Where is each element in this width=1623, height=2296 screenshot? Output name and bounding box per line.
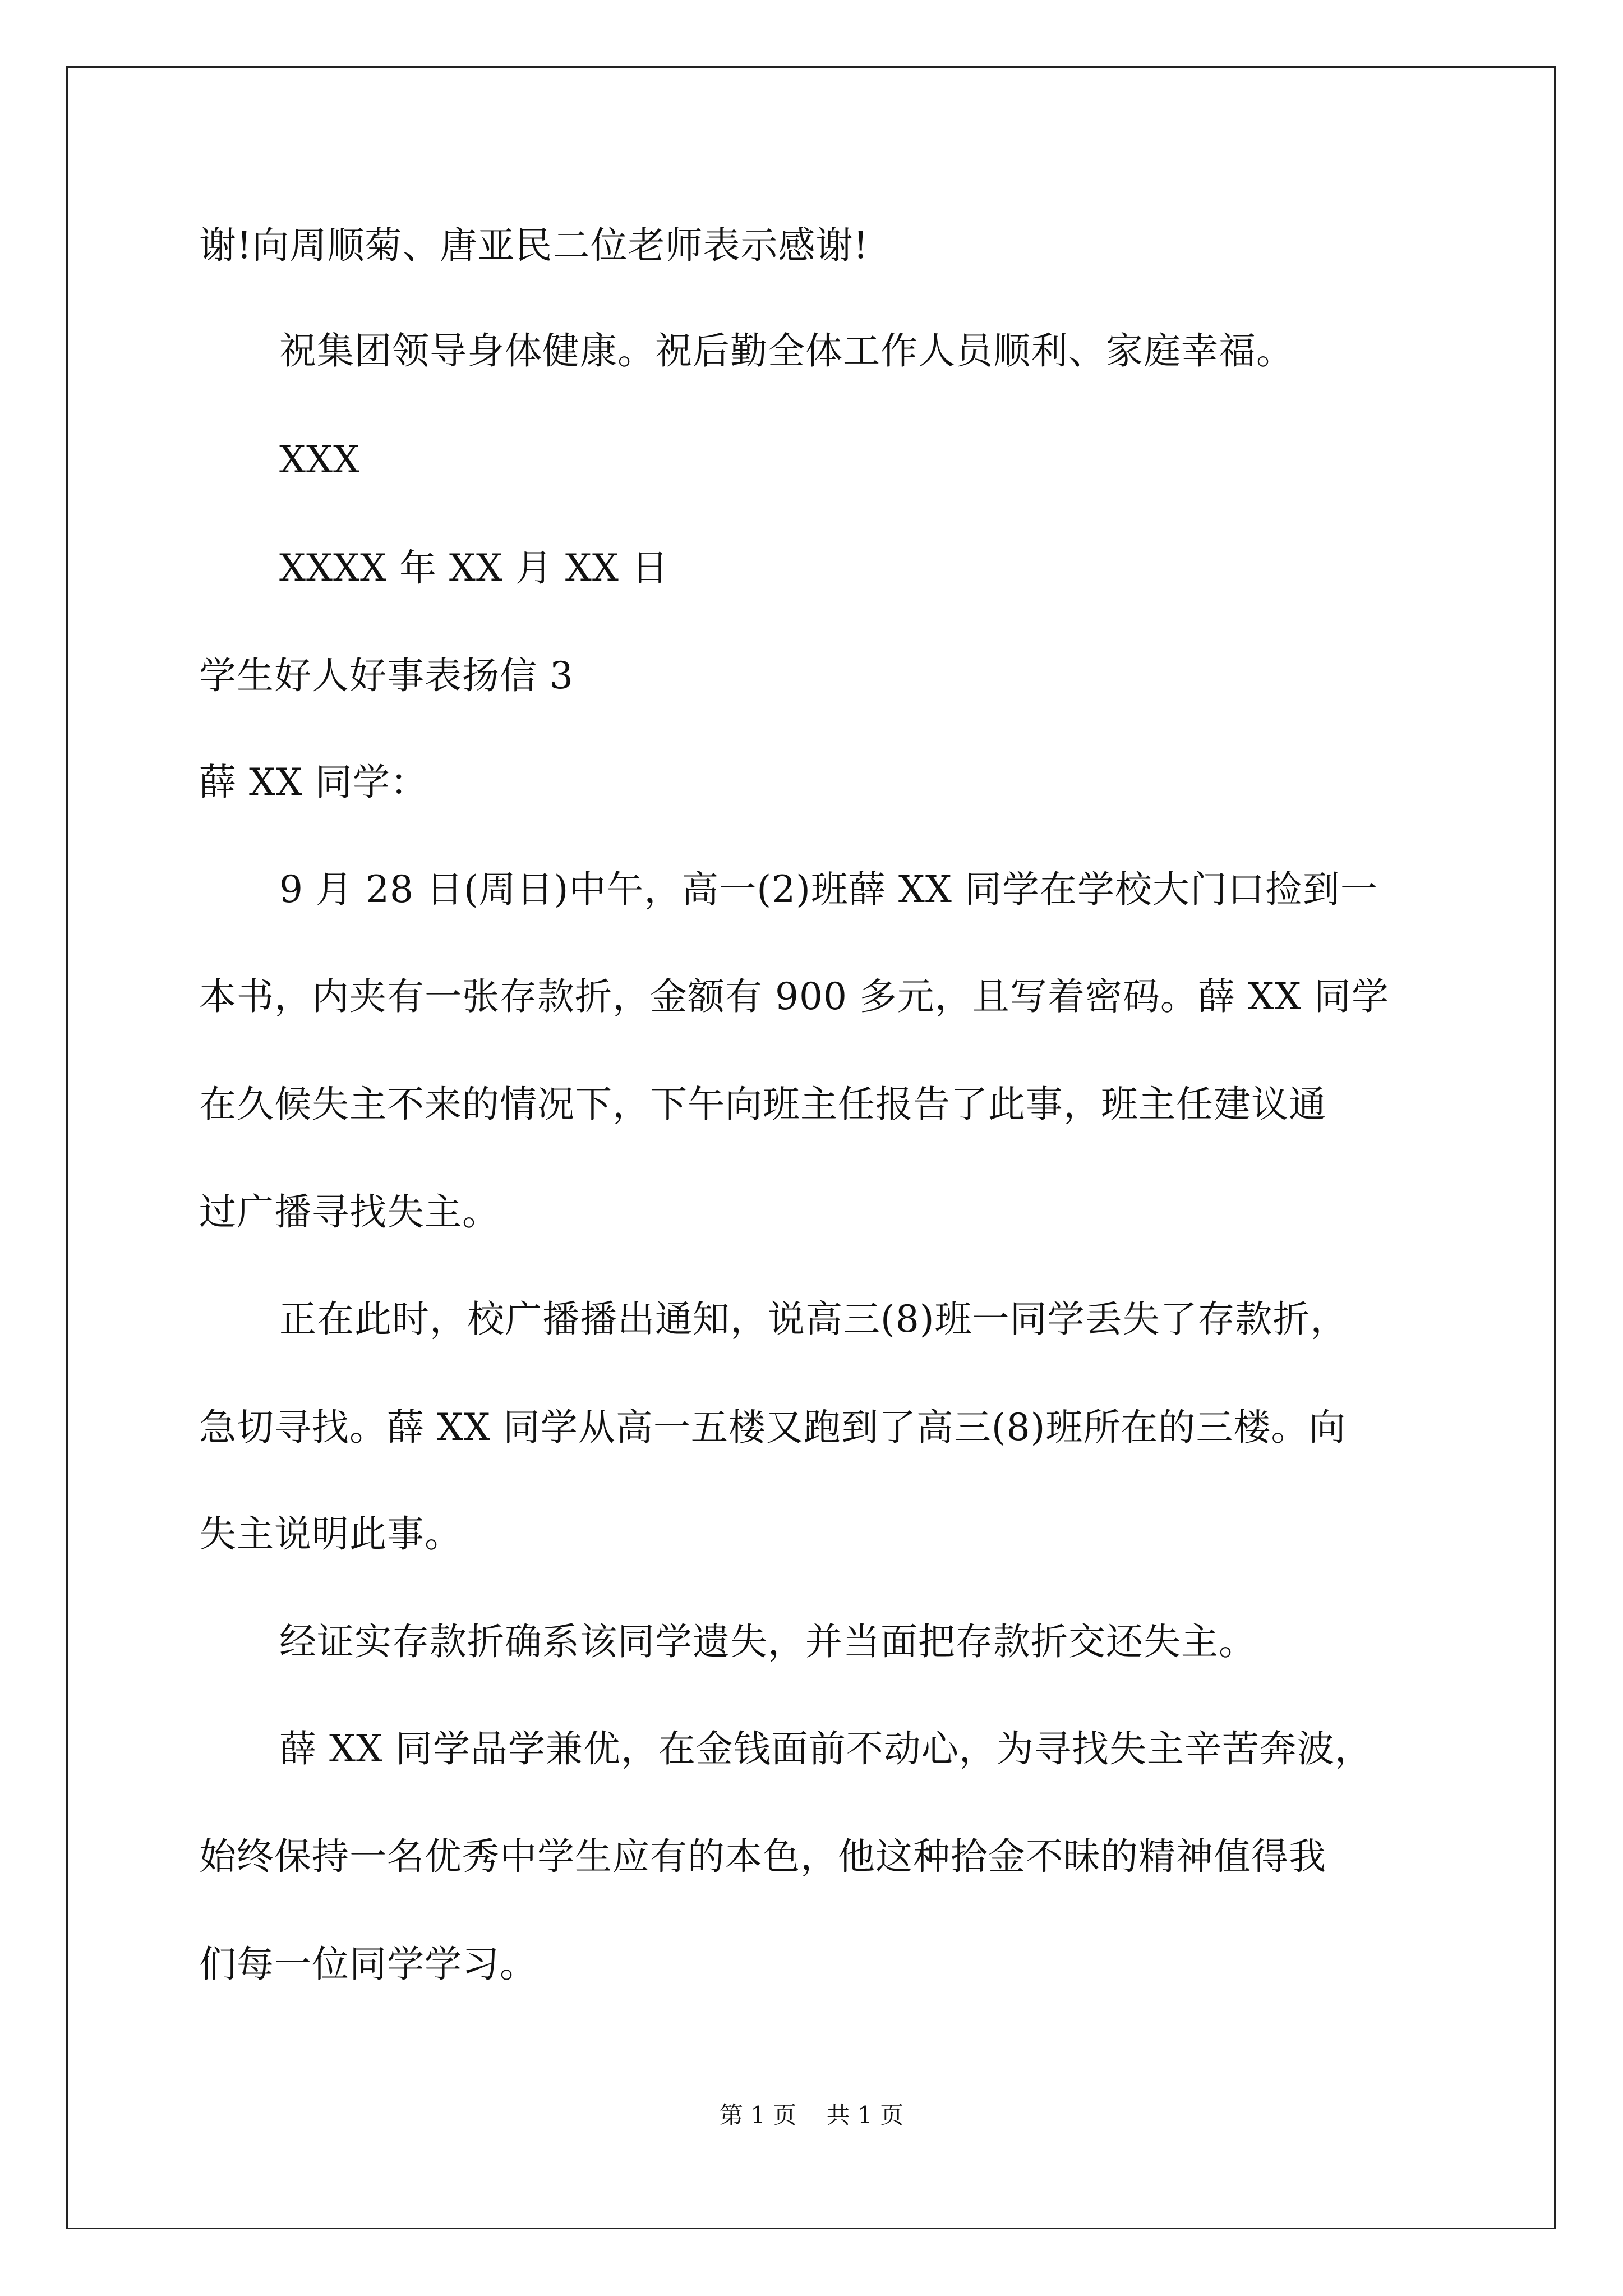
signature: XXX [279, 438, 360, 481]
paragraph-2-line-3: 失主说明此事。 [199, 1512, 462, 1556]
paragraph-1-line-4: 过广播寻找失主。 [199, 1190, 500, 1234]
page-footer: 第 1 页 共 1 页 [719, 2101, 904, 2129]
page-border [66, 66, 1556, 2229]
paragraph-1-line-2: 本书，内夹有一张存款折，金额有 900 多元，且写着密码。薛 XX 同学 [199, 975, 1389, 1018]
section-title: 学生好人好事表扬信 3 [199, 654, 574, 697]
salutation: 薛 XX 同学： [199, 761, 428, 804]
paragraph-2-line-1: 正在此时，校广播播出通知，说高三(8)班一同学丢失了存款折， [279, 1297, 1348, 1341]
paragraph-4-line-1: 薛 XX 同学品学兼优，在金钱面前不动心，为寻找失主辛苦奔波， [279, 1727, 1372, 1770]
paragraph-3-line-1: 经证实存款折确系该同学遗失，并当面把存款折交还失主。 [279, 1620, 1256, 1663]
paragraph-4-line-2: 始终保持一名优秀中学生应有的本色，他这种拾金不昧的精神值得我 [199, 1835, 1326, 1878]
paragraph-1-line-3: 在久候失主不来的情况下，下午向班主任报告了此事，班主任建议通 [199, 1083, 1326, 1126]
paragraph-2-line-2: 急切寻找。薛 XX 同学从高一五楼又跑到了高三(8)班所在的三楼。向 [199, 1406, 1347, 1449]
paragraph-4-line-3: 们每一位同学学习。 [199, 1943, 537, 1986]
date: XXXX 年 XX 月 XX 日 [279, 546, 669, 590]
letter-line-1: 谢!向周顺菊、唐亚民二位老师表示感谢! [199, 224, 869, 267]
paragraph-1-line-1: 9 月 28 日(周日)中午，高一(2)班薛 XX 同学在学校大门口捡到一 [279, 868, 1378, 911]
letter-line-2: 祝集团领导身体健康。祝后勤全体工作人员顺利、家庭幸福。 [279, 329, 1294, 372]
